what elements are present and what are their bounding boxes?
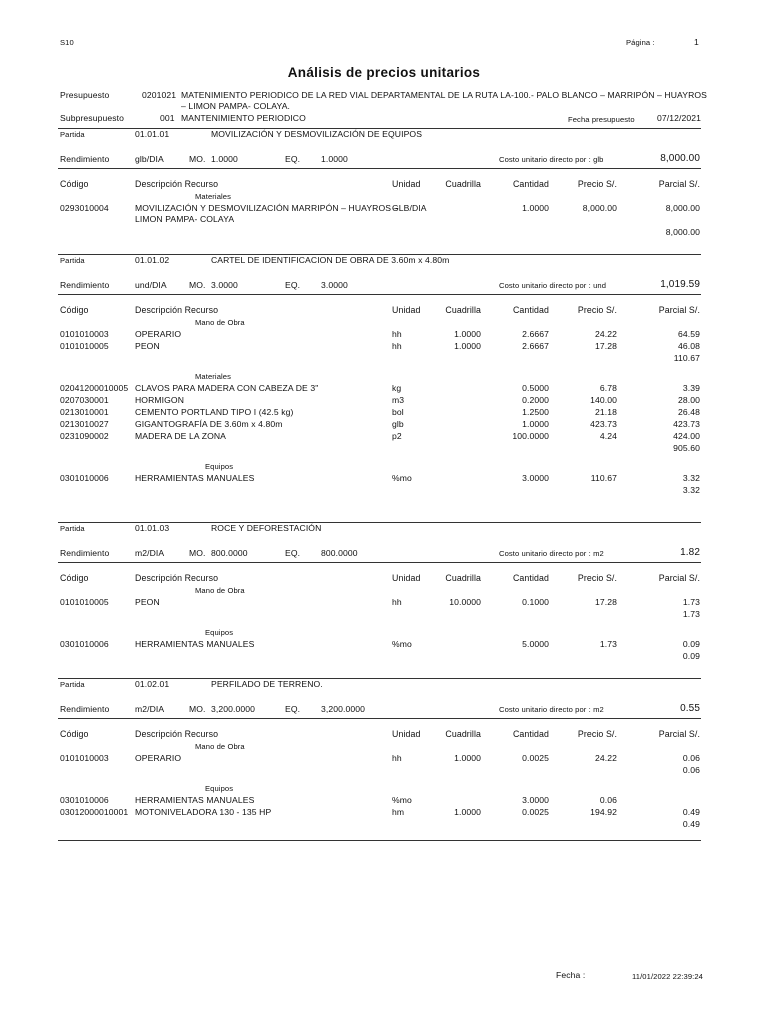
item-precio: 4.24: [599, 431, 617, 441]
eq-value: 3,200.0000: [321, 704, 366, 714]
header-cuadrilla: Cuadrilla: [445, 573, 481, 583]
presupuesto-description-cont: – LIMON PAMPA- COLAYA.: [181, 101, 291, 111]
header-descripcion: Descripción Recurso: [135, 729, 219, 739]
group-name: Equipos: [205, 628, 234, 637]
item-parcial: 46.08: [677, 341, 700, 351]
item-parcial: 1.73: [682, 597, 700, 607]
item-cantidad: 1.2500: [522, 407, 549, 417]
item-unidad: %mo: [392, 473, 412, 483]
item-descripcion: HERRAMIENTAS MANUALES: [135, 473, 255, 483]
item-cantidad: 1.0000: [522, 419, 549, 429]
presupuesto-code: 0201021: [142, 90, 177, 100]
eq-label: EQ.: [285, 154, 301, 164]
item-cuadrilla: 1.0000: [454, 329, 481, 339]
item-codigo: 0231090002: [60, 431, 109, 441]
partida-label: Partida: [60, 524, 85, 533]
subpresupuesto-code: 001: [160, 113, 175, 123]
item-codigo: 0101010005: [60, 341, 109, 351]
header-cuadrilla: Cuadrilla: [445, 305, 481, 315]
item-cantidad: 2.6667: [522, 329, 549, 339]
partida-code: 01.01.01: [135, 129, 170, 139]
item-unidad: hh: [392, 753, 402, 763]
header-unidad: Unidad: [392, 729, 421, 739]
header-cuadrilla: Cuadrilla: [445, 179, 481, 189]
header-codigo: Código: [60, 573, 89, 583]
item-cantidad: 5.0000: [522, 639, 549, 649]
header-codigo: Código: [60, 305, 89, 315]
header-precio: Precio S/.: [577, 573, 617, 583]
item-precio: 194.92: [590, 807, 617, 817]
item-codigo: 0207030001: [60, 395, 109, 405]
item-cantidad: 0.0025: [522, 807, 549, 817]
group-name: Materiales: [195, 192, 232, 201]
item-unidad: bol: [392, 407, 404, 417]
item-cantidad: 0.1000: [522, 597, 549, 607]
item-unidad: %mo: [392, 795, 412, 805]
item-codigo: 0101010003: [60, 329, 109, 339]
page-title: Análisis de precios unitarios: [287, 65, 481, 80]
mo-label: MO.: [189, 154, 206, 164]
header-unidad: Unidad: [392, 573, 421, 583]
header-parcial: Parcial S/.: [658, 729, 700, 739]
item-cuadrilla: 10.0000: [449, 597, 481, 607]
group-name: Materiales: [195, 372, 232, 381]
divider: [58, 718, 701, 719]
item-precio: 17.28: [594, 597, 617, 607]
page-number: 1: [694, 37, 699, 47]
header-parcial: Parcial S/.: [658, 573, 700, 583]
page-label: Página :: [626, 38, 655, 47]
group-subtotal: 1.73: [682, 609, 700, 619]
divider: [58, 294, 701, 295]
item-codigo: 0301010006: [60, 639, 109, 649]
partida-name: MOVILIZACIÓN Y DESMOVILIZACIÓN DE EQUIPOS: [211, 129, 423, 139]
group-subtotal: 0.09: [682, 651, 700, 661]
partida-label: Partida: [60, 256, 85, 265]
costo-unitario-label: Costo unitario directo por : und: [499, 281, 607, 290]
item-descripcion: HERRAMIENTAS MANUALES: [135, 639, 255, 649]
rendimiento-label: Rendimiento: [60, 704, 110, 714]
eq-label: EQ.: [285, 548, 301, 558]
mo-label: MO.: [189, 704, 206, 714]
item-parcial: 64.59: [677, 329, 700, 339]
rendimiento-label: Rendimiento: [60, 154, 110, 164]
mo-label: MO.: [189, 280, 206, 290]
item-unidad: GLB/DIA: [392, 203, 427, 213]
header-precio: Precio S/.: [577, 305, 617, 315]
divider: [58, 840, 701, 841]
header-cantidad: Cantidad: [512, 179, 549, 189]
item-cuadrilla: 1.0000: [454, 753, 481, 763]
group-subtotal: 8,000.00: [665, 227, 700, 237]
group-name: Mano de Obra: [195, 742, 245, 751]
item-cantidad: 100.0000: [512, 431, 549, 441]
partida-name: ROCE Y DEFORESTACIÓN: [211, 523, 322, 533]
item-cantidad: 0.0025: [522, 753, 549, 763]
item-unidad: hh: [392, 329, 402, 339]
footer-fecha-value: 11/01/2022 22:39:24: [632, 972, 704, 981]
header-unidad: Unidad: [392, 179, 421, 189]
item-descripcion: HORMIGON: [135, 395, 185, 405]
item-descripcion: OPERARIO: [135, 753, 182, 763]
rendimiento-unit: glb/DIA: [135, 154, 164, 164]
item-unidad: hh: [392, 341, 402, 351]
rendimiento-unit: und/DIA: [135, 280, 167, 290]
item-precio: 24.22: [594, 753, 617, 763]
header-descripcion: Descripción Recurso: [135, 179, 219, 189]
item-precio: 0.06: [599, 795, 617, 805]
item-codigo: 0301010006: [60, 473, 109, 483]
item-precio: 8,000.00: [582, 203, 617, 213]
item-codigo: 03012000010001: [60, 807, 129, 817]
header-descripcion: Descripción Recurso: [135, 573, 219, 583]
item-precio: 110.67: [590, 473, 617, 483]
costo-unitario-label: Costo unitario directo por : m2: [499, 549, 604, 558]
eq-value: 800.0000: [321, 548, 358, 558]
item-unidad: %mo: [392, 639, 412, 649]
fecha-presupuesto-label: Fecha presupuesto: [568, 115, 635, 124]
rendimiento-unit: m2/DIA: [135, 704, 165, 714]
rendimiento-label: Rendimiento: [60, 280, 110, 290]
item-codigo: 0213010027: [60, 419, 109, 429]
eq-value: 3.0000: [321, 280, 348, 290]
mo-value: 1.0000: [211, 154, 238, 164]
item-descripcion: CEMENTO PORTLAND TIPO I (42.5 kg): [135, 407, 294, 417]
mo-value: 800.0000: [211, 548, 248, 558]
group-name: Equipos: [205, 784, 234, 793]
item-cuadrilla: 1.0000: [454, 341, 481, 351]
mo-value: 3,200.0000: [211, 704, 256, 714]
item-precio: 1.73: [599, 639, 617, 649]
partida-name: PERFILADO DE TERRENO.: [211, 679, 323, 689]
costo-unitario-value: 1.82: [680, 547, 700, 558]
group-subtotal: 0.49: [682, 819, 700, 829]
rendimiento-unit: m2/DIA: [135, 548, 165, 558]
header-unidad: Unidad: [392, 305, 421, 315]
item-precio: 140.00: [590, 395, 617, 405]
header-precio: Precio S/.: [577, 729, 617, 739]
item-descripcion: HERRAMIENTAS MANUALES: [135, 795, 255, 805]
item-unidad: m3: [392, 395, 405, 405]
item-precio: 17.28: [594, 341, 617, 351]
item-codigo: 0213010001: [60, 407, 109, 417]
subpresupuesto-description: MANTENIMIENTO PERIODICO: [181, 113, 306, 123]
item-parcial: 424.00: [673, 431, 700, 441]
mo-value: 3.0000: [211, 280, 238, 290]
partida-label: Partida: [60, 130, 85, 139]
item-parcial: 28.00: [677, 395, 700, 405]
fecha-presupuesto: 07/12/2021: [657, 113, 702, 123]
item-parcial: 0.49: [682, 807, 700, 817]
header-precio: Precio S/.: [577, 179, 617, 189]
header-parcial: Parcial S/.: [658, 305, 700, 315]
item-parcial: 3.32: [682, 473, 700, 483]
item-cuadrilla: 1.0000: [454, 807, 481, 817]
item-parcial: 423.73: [673, 419, 700, 429]
eq-label: EQ.: [285, 704, 301, 714]
header-codigo: Código: [60, 729, 89, 739]
item-descripcion: GIGANTOGRAFÍA DE 3.60m x 4.80m: [135, 419, 283, 429]
item-descripcion: MADERA DE LA ZONA: [135, 431, 227, 441]
header-parcial: Parcial S/.: [658, 179, 700, 189]
item-parcial: 26.48: [677, 407, 700, 417]
item-descripcion: CLAVOS PARA MADERA CON CABEZA DE 3": [135, 383, 319, 393]
divider: [58, 562, 701, 563]
item-codigo: 0101010005: [60, 597, 109, 607]
item-descripcion: PEON: [135, 341, 160, 351]
item-cantidad: 3.0000: [522, 795, 549, 805]
eq-label: EQ.: [285, 280, 301, 290]
presupuesto-label: Presupuesto: [60, 90, 110, 100]
costo-unitario-label: Costo unitario directo por : glb: [499, 155, 604, 164]
item-codigo: 0293010004: [60, 203, 109, 213]
item-parcial: 3.39: [682, 383, 700, 393]
header-cantidad: Cantidad: [512, 573, 549, 583]
item-cantidad: 0.5000: [522, 383, 549, 393]
partida-code: 01.02.01: [135, 679, 170, 689]
item-parcial: 0.06: [682, 753, 700, 763]
costo-unitario-value: 0.55: [680, 703, 700, 714]
subpresupuesto-label: Subpresupuesto: [60, 113, 124, 123]
item-unidad: glb: [392, 419, 404, 429]
item-codigo: 0101010003: [60, 753, 109, 763]
item-unidad: hm: [392, 807, 405, 817]
item-parcial: 0.09: [682, 639, 700, 649]
item-cantidad: 3.0000: [522, 473, 549, 483]
system-label: S10: [60, 38, 74, 47]
partida-code: 01.01.03: [135, 523, 170, 533]
group-subtotal: 0.06: [682, 765, 700, 775]
header-codigo: Código: [60, 179, 89, 189]
header-cantidad: Cantidad: [512, 729, 549, 739]
item-precio: 21.18: [594, 407, 617, 417]
item-cantidad: 0.2000: [522, 395, 549, 405]
item-descripcion-cont: LIMON PAMPA- COLAYA: [135, 214, 235, 224]
group-subtotal: 3.32: [682, 485, 700, 495]
item-unidad: hh: [392, 597, 402, 607]
item-descripcion: MOVILIZACIÓN Y DESMOVILIZACIÓN MARRIPÓN – HUAYROS –: [135, 203, 399, 213]
item-descripcion: OPERARIO: [135, 329, 182, 339]
item-precio: 423.73: [590, 419, 617, 429]
item-descripcion: MOTONIVELADORA 130 - 135 HP: [135, 807, 272, 817]
item-codigo: 0301010006: [60, 795, 109, 805]
costo-unitario-value: 1,019.59: [660, 279, 700, 290]
group-name: Mano de Obra: [195, 318, 245, 327]
costo-unitario-label: Costo unitario directo por : m2: [499, 705, 604, 714]
eq-value: 1.0000: [321, 154, 348, 164]
footer-fecha-label: Fecha :: [556, 970, 586, 980]
header-cantidad: Cantidad: [512, 305, 549, 315]
presupuesto-description: MATENIMIENTO PERIODICO DE LA RED VIAL DEPARTAMENTAL DE LA RUTA LA-100.- PALO BLANCO – MARRIPÓN – HUAYROS: [181, 90, 707, 100]
partida-code: 01.01.02: [135, 255, 170, 265]
partida-name: CARTEL DE IDENTIFICACION DE OBRA DE 3.60m x 4.80m: [211, 255, 450, 265]
item-precio: 24.22: [594, 329, 617, 339]
item-parcial: 8,000.00: [665, 203, 700, 213]
group-name: Mano de Obra: [195, 586, 245, 595]
header-descripcion: Descripción Recurso: [135, 305, 219, 315]
item-descripcion: PEON: [135, 597, 160, 607]
mo-label: MO.: [189, 548, 206, 558]
divider: [58, 168, 701, 169]
rendimiento-label: Rendimiento: [60, 548, 110, 558]
group-subtotal: 905.60: [673, 443, 700, 453]
item-cantidad: 1.0000: [522, 203, 549, 213]
costo-unitario-value: 8,000.00: [660, 153, 700, 164]
partida-label: Partida: [60, 680, 85, 689]
item-cantidad: 2.6667: [522, 341, 549, 351]
group-name: Equipos: [205, 462, 234, 471]
item-codigo: 02041200010005: [60, 383, 129, 393]
item-unidad: kg: [392, 383, 402, 393]
item-precio: 6.78: [599, 383, 617, 393]
group-subtotal: 110.67: [673, 353, 700, 363]
header-cuadrilla: Cuadrilla: [445, 729, 481, 739]
item-unidad: p2: [392, 431, 402, 441]
